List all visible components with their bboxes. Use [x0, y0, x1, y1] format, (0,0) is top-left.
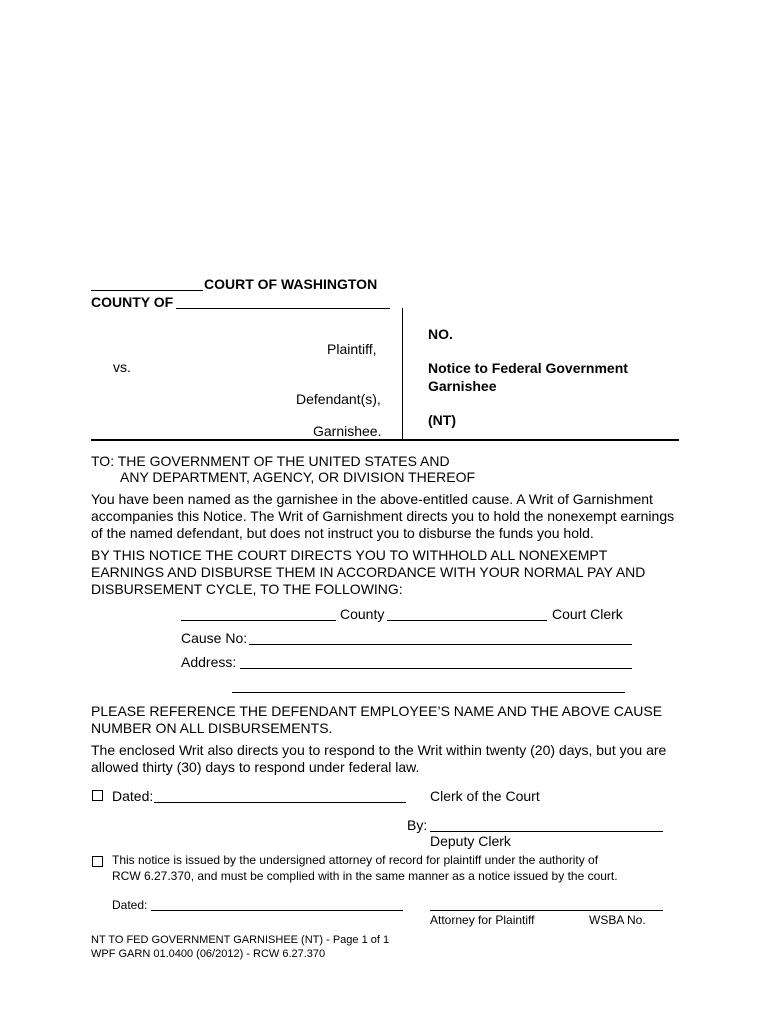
attorney-notice-line1: This notice is issued by the undersigned attorney of record for plaintiff under the authority of	[112, 853, 599, 867]
address-label: Address:	[181, 654, 237, 670]
paragraph-2-line2: EARNINGS AND DISBURSE THEM IN ACCORDANCE WITH YOUR NORMAL PAY AND	[91, 564, 646, 580]
vs-label: vs.	[113, 359, 131, 375]
dated-label-attorney: Dated:	[112, 898, 148, 912]
deputy-signature-field[interactable]	[430, 831, 663, 832]
footer-form-title: NT TO FED GOVERNMENT GARNISHEE (NT) - Page 1 of 1	[91, 934, 390, 946]
paragraph-2-line3: DISBURSEMENT CYCLE, TO THE FOLLOWING:	[91, 581, 403, 597]
court-title: COURT OF WASHINGTON	[204, 276, 378, 292]
addressee-line1: TO: THE GOVERNMENT OF THE UNITED STATES AND	[91, 453, 450, 469]
plaintiff-label: Plaintiff,	[327, 341, 377, 357]
paragraph-4-line2: allowed thirty (30) days to respond under federal law.	[91, 759, 420, 775]
paragraph-3-line1: PLEASE REFERENCE THE DEFENDANT EMPLOYEE’S NAME AND THE ABOVE CAUSE	[91, 703, 663, 719]
clerk-county-field[interactable]	[181, 620, 336, 621]
dated-field[interactable]	[154, 802, 406, 803]
paragraph-1-line2: accompanies this Notice. The Writ of Garnishment directs you to hold the nonexempt earnings	[91, 508, 675, 524]
caption-bottom-rule	[91, 439, 679, 441]
by-label: By:	[407, 817, 428, 833]
clerk-name-field[interactable]	[387, 620, 547, 621]
case-number-label: NO.	[428, 326, 453, 342]
defendant-label: Defendant(s),	[296, 391, 381, 407]
court-clerk-label: Court Clerk	[552, 606, 623, 622]
paragraph-2-line1: BY THIS NOTICE THE COURT DIRECTS YOU TO WITHHOLD ALL NONEXEMPT	[91, 547, 608, 563]
caption-divider	[402, 308, 403, 440]
county-label: COUNTY OF	[91, 294, 174, 310]
wsba-number-label: WSBA No.	[589, 913, 646, 927]
document-title-line1: Notice to Federal Government	[428, 360, 628, 376]
attorney-for-plaintiff-label: Attorney for Plaintiff	[430, 913, 535, 927]
cause-number-field[interactable]	[249, 644, 632, 645]
footer-form-code: WPF GARN 01.0400 (06/2012) - RCW 6.27.370	[91, 948, 326, 960]
clerk-issued-checkbox[interactable]	[92, 790, 103, 801]
paragraph-4-line1: The enclosed Writ also directs you to respond to the Writ within twenty (20) days, but you are	[91, 742, 667, 758]
paragraph-1-line1: You have been named as the garnishee in the above-entitled cause. A Writ of Garnishment	[91, 491, 653, 507]
cause-number-label: Cause No:	[181, 630, 248, 646]
address-field-line1[interactable]	[240, 668, 632, 669]
attorney-signature-field[interactable]	[430, 910, 663, 911]
garnishee-label: Garnishee.	[313, 423, 382, 439]
dated-field-attorney[interactable]	[151, 910, 403, 911]
paragraph-3-line2: NUMBER ON ALL DISBURSEMENTS.	[91, 720, 333, 736]
document-code: (NT)	[428, 412, 456, 428]
county-clerk-label: County	[340, 606, 385, 622]
county-name-field[interactable]	[176, 308, 390, 309]
court-name-field[interactable]	[91, 290, 203, 291]
clerk-of-court-label: Clerk of the Court	[430, 788, 540, 804]
attorney-notice-line2: RCW 6.27.370, and must be complied with in the same manner as a notice issued by the court.	[112, 869, 618, 883]
addressee-line2: ANY DEPARTMENT, AGENCY, OR DIVISION THEREOF	[120, 469, 476, 485]
dated-label: Dated:	[112, 788, 154, 804]
address-field-line2[interactable]	[232, 692, 625, 693]
attorney-issued-checkbox[interactable]	[92, 856, 103, 867]
deputy-clerk-label: Deputy Clerk	[430, 833, 511, 849]
document-title-line2: Garnishee	[428, 378, 497, 394]
paragraph-1-line3: of the named defendant, but does not instruct you to disburse the funds you hold.	[91, 525, 594, 541]
